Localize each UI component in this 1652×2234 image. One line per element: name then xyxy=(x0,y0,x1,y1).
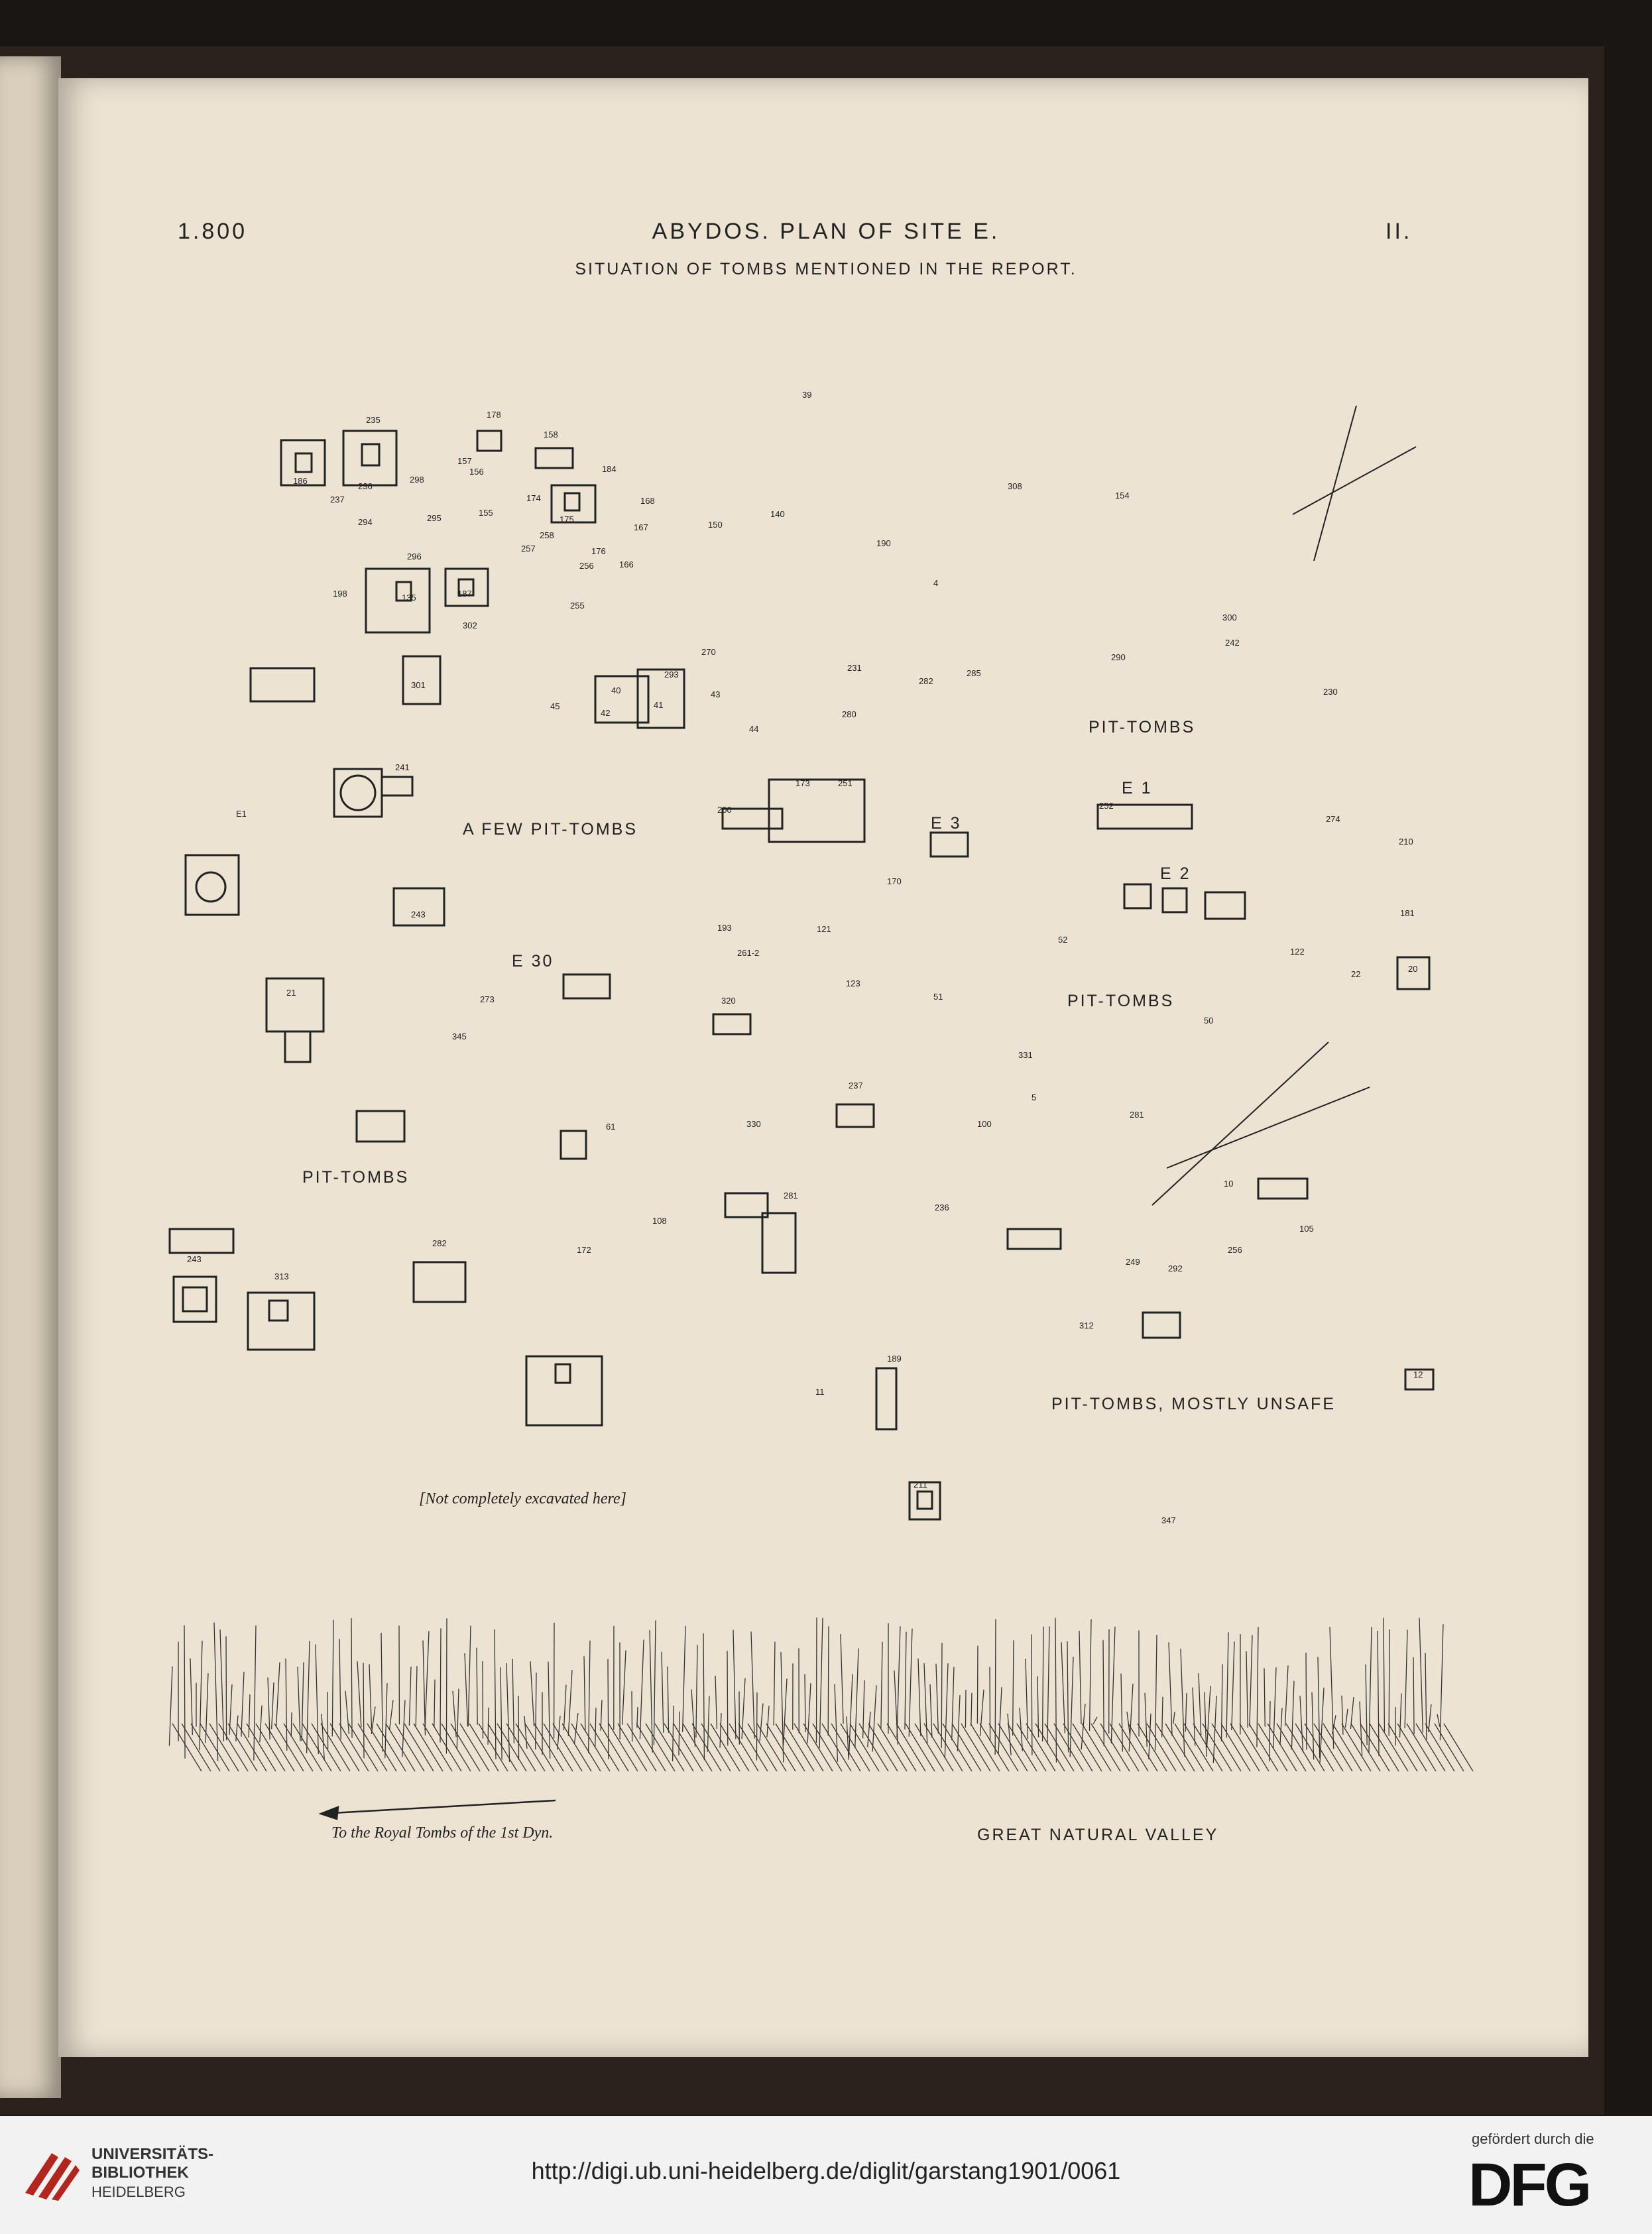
tomb-number: 184 xyxy=(602,464,617,474)
tomb-number: 178 xyxy=(487,410,501,420)
tomb-number: 292 xyxy=(1168,1264,1183,1273)
tomb-number: 150 xyxy=(708,520,723,530)
footer-bar xyxy=(0,2116,1652,2234)
tomb-number: 282 xyxy=(432,1238,447,1248)
tomb-number: 40 xyxy=(611,685,621,695)
library-name: UNIVERSITÄTS- BIBLIOTHEK xyxy=(91,2145,214,2182)
tomb-number: 5 xyxy=(1032,1092,1037,1102)
tomb-number: 300 xyxy=(1222,613,1237,622)
tomb-number: 135 xyxy=(402,593,416,603)
tomb-number: 45 xyxy=(550,701,560,711)
tomb-number: 285 xyxy=(967,668,981,678)
tomb-number: 230 xyxy=(1323,687,1338,697)
tomb-number: 237 xyxy=(849,1081,863,1090)
tomb-number: 108 xyxy=(652,1216,667,1226)
tomb-number: 52 xyxy=(1058,935,1068,945)
tomb-number: 105 xyxy=(1299,1224,1314,1234)
tomb-number: 242 xyxy=(1225,638,1240,648)
tomb-number: 273 xyxy=(480,994,495,1004)
tomb-number: 331 xyxy=(1018,1050,1033,1060)
label-e2: E 2 xyxy=(1160,864,1191,883)
tomb-number: 312 xyxy=(1079,1321,1094,1330)
tomb-number: 155 xyxy=(479,508,493,518)
label-pit-tombs-left: PIT-TOMBS xyxy=(302,1168,410,1187)
tomb-number: 243 xyxy=(411,910,426,919)
tomb-number: 330 xyxy=(746,1119,761,1129)
tomb-number: 121 xyxy=(817,924,831,934)
tomb-number: 198 xyxy=(333,589,347,599)
tomb-number: 257 xyxy=(521,544,536,554)
tomb-number: 10 xyxy=(1224,1179,1234,1189)
tomb-number: 39 xyxy=(802,390,812,400)
map-scale: 1.800 xyxy=(178,219,248,244)
tomb-number: 231 xyxy=(847,663,862,673)
tomb-number: 21 xyxy=(286,988,296,998)
tomb-number: 250 xyxy=(717,805,732,815)
tomb-number: 281 xyxy=(784,1191,798,1201)
tomb-number: 20 xyxy=(1408,964,1418,974)
tomb-number: 211 xyxy=(914,1480,927,1490)
tomb-number: 168 xyxy=(640,496,655,506)
label-pit-tombs-upper: PIT-TOMBS xyxy=(1089,718,1196,736)
tomb-number: 43 xyxy=(711,689,721,699)
tomb-number: 347 xyxy=(1161,1515,1176,1525)
tomb-number: 41 xyxy=(654,700,664,710)
tomb-number: 258 xyxy=(540,530,554,540)
label-e30: E 30 xyxy=(512,952,554,970)
plate-subtitle: SITUATION OF TOMBS MENTIONED IN THE REPORT. xyxy=(575,260,1077,278)
tomb-number: 290 xyxy=(1111,652,1126,662)
tomb-number: 313 xyxy=(274,1271,289,1281)
tomb-number: 345 xyxy=(452,1031,467,1041)
tomb-number: 123 xyxy=(846,978,860,988)
label-royal-tombs: To the Royal Tombs of the 1st Dyn. xyxy=(331,1824,554,1842)
tomb-number: 181 xyxy=(1400,908,1415,918)
tomb-number: 282 xyxy=(919,676,933,686)
tomb-number: 255 xyxy=(570,601,585,611)
tomb-number: 256 xyxy=(1228,1245,1242,1255)
tomb-number: 61 xyxy=(606,1122,616,1132)
tomb-number: 156 xyxy=(469,467,484,477)
tomb-number: 158 xyxy=(544,430,558,440)
tomb-number: 296 xyxy=(407,552,422,561)
tomb-number: 176 xyxy=(591,546,606,556)
tomb-number: 193 xyxy=(717,923,732,933)
label-great-natural-valley: GREAT NATURAL VALLEY xyxy=(977,1826,1219,1844)
tomb-number: 22 xyxy=(1351,969,1361,979)
tomb-number: 281 xyxy=(1130,1110,1144,1120)
tomb-number: 241 xyxy=(395,762,410,772)
tomb-number: 189 xyxy=(887,1354,902,1364)
label-e1: E 1 xyxy=(1122,779,1153,797)
tomb-number: 12 xyxy=(1413,1370,1423,1380)
tomb-number: 320 xyxy=(721,996,736,1006)
tomb-number: 174 xyxy=(526,493,541,503)
tomb-number: 301 xyxy=(411,680,426,690)
tomb-number: 235 xyxy=(366,415,381,425)
tomb-number: 11 xyxy=(815,1387,825,1397)
tomb-number: 170 xyxy=(887,876,902,886)
library-city: HEIDELBERG xyxy=(91,2184,186,2200)
tomb-number: 44 xyxy=(749,724,759,734)
tomb-number: 50 xyxy=(1204,1016,1214,1026)
tomb-number: 249 xyxy=(1126,1257,1140,1267)
plate-title: ABYDOS. PLAN OF SITE E. xyxy=(652,219,1000,244)
tomb-number: 173 xyxy=(796,778,810,788)
tomb-number: 274 xyxy=(1326,814,1340,824)
tomb-number: 100 xyxy=(977,1119,992,1129)
tomb-number: 293 xyxy=(664,670,679,679)
tomb-number: 186 xyxy=(293,476,308,486)
label-not-excavated: [Not completely excavated here] xyxy=(419,1490,626,1507)
label-pit-tombs-unsafe: PIT-TOMBS, MOSTLY UNSAFE xyxy=(1051,1395,1336,1413)
tomb-number: 302 xyxy=(463,620,477,630)
tomb-number: 261-2 xyxy=(737,948,760,958)
tomb-number: 295 xyxy=(427,513,442,523)
funding-note: gefördert durch die xyxy=(1472,2131,1594,2147)
label-e3: E 3 xyxy=(931,814,962,833)
tomb-number: 308 xyxy=(1008,481,1022,491)
tomb-number: 298 xyxy=(410,475,424,485)
tomb-number: 236 xyxy=(935,1203,949,1212)
tomb-number: 243 xyxy=(187,1254,202,1264)
label-pit-tombs-middle: PIT-TOMBS xyxy=(1067,992,1175,1010)
tomb-number: 187 xyxy=(457,589,472,599)
tomb-number: 236 xyxy=(358,481,373,491)
source-url-link[interactable]: http://digi.ub.uni-heidelberg.de/diglit/garstang1901/0061 xyxy=(531,2157,1121,2184)
tomb-number: 4 xyxy=(933,578,939,588)
tomb-number: 122 xyxy=(1290,947,1305,957)
tomb-number: 166 xyxy=(619,559,634,569)
tomb-number: 251 xyxy=(838,778,853,788)
tomb-number: 210 xyxy=(1399,837,1413,847)
dfg-logo: DFG xyxy=(1468,2151,1590,2219)
tomb-number: 140 xyxy=(770,509,785,519)
tomb-number: 190 xyxy=(876,538,891,548)
tomb-number: 51 xyxy=(933,992,943,1002)
tomb-number: 294 xyxy=(358,517,373,527)
tomb-number: 42 xyxy=(601,708,611,718)
label-few-pit-tombs: A FEW PIT-TOMBS xyxy=(463,820,638,839)
tomb-number: 175 xyxy=(560,514,574,524)
tomb-number: 270 xyxy=(701,647,716,657)
tomb-number: 154 xyxy=(1115,491,1130,500)
tomb-number: 157 xyxy=(457,456,472,466)
tomb-number: 237 xyxy=(330,495,345,504)
tomb-number: 252 xyxy=(1099,801,1114,811)
tomb-number: 256 xyxy=(579,561,594,571)
plate-number: II. xyxy=(1386,219,1413,244)
tomb-number: 167 xyxy=(634,522,648,532)
tomb-number: E1 xyxy=(236,809,247,819)
tomb-number: 172 xyxy=(577,1245,591,1255)
tomb-number: 280 xyxy=(842,709,856,719)
